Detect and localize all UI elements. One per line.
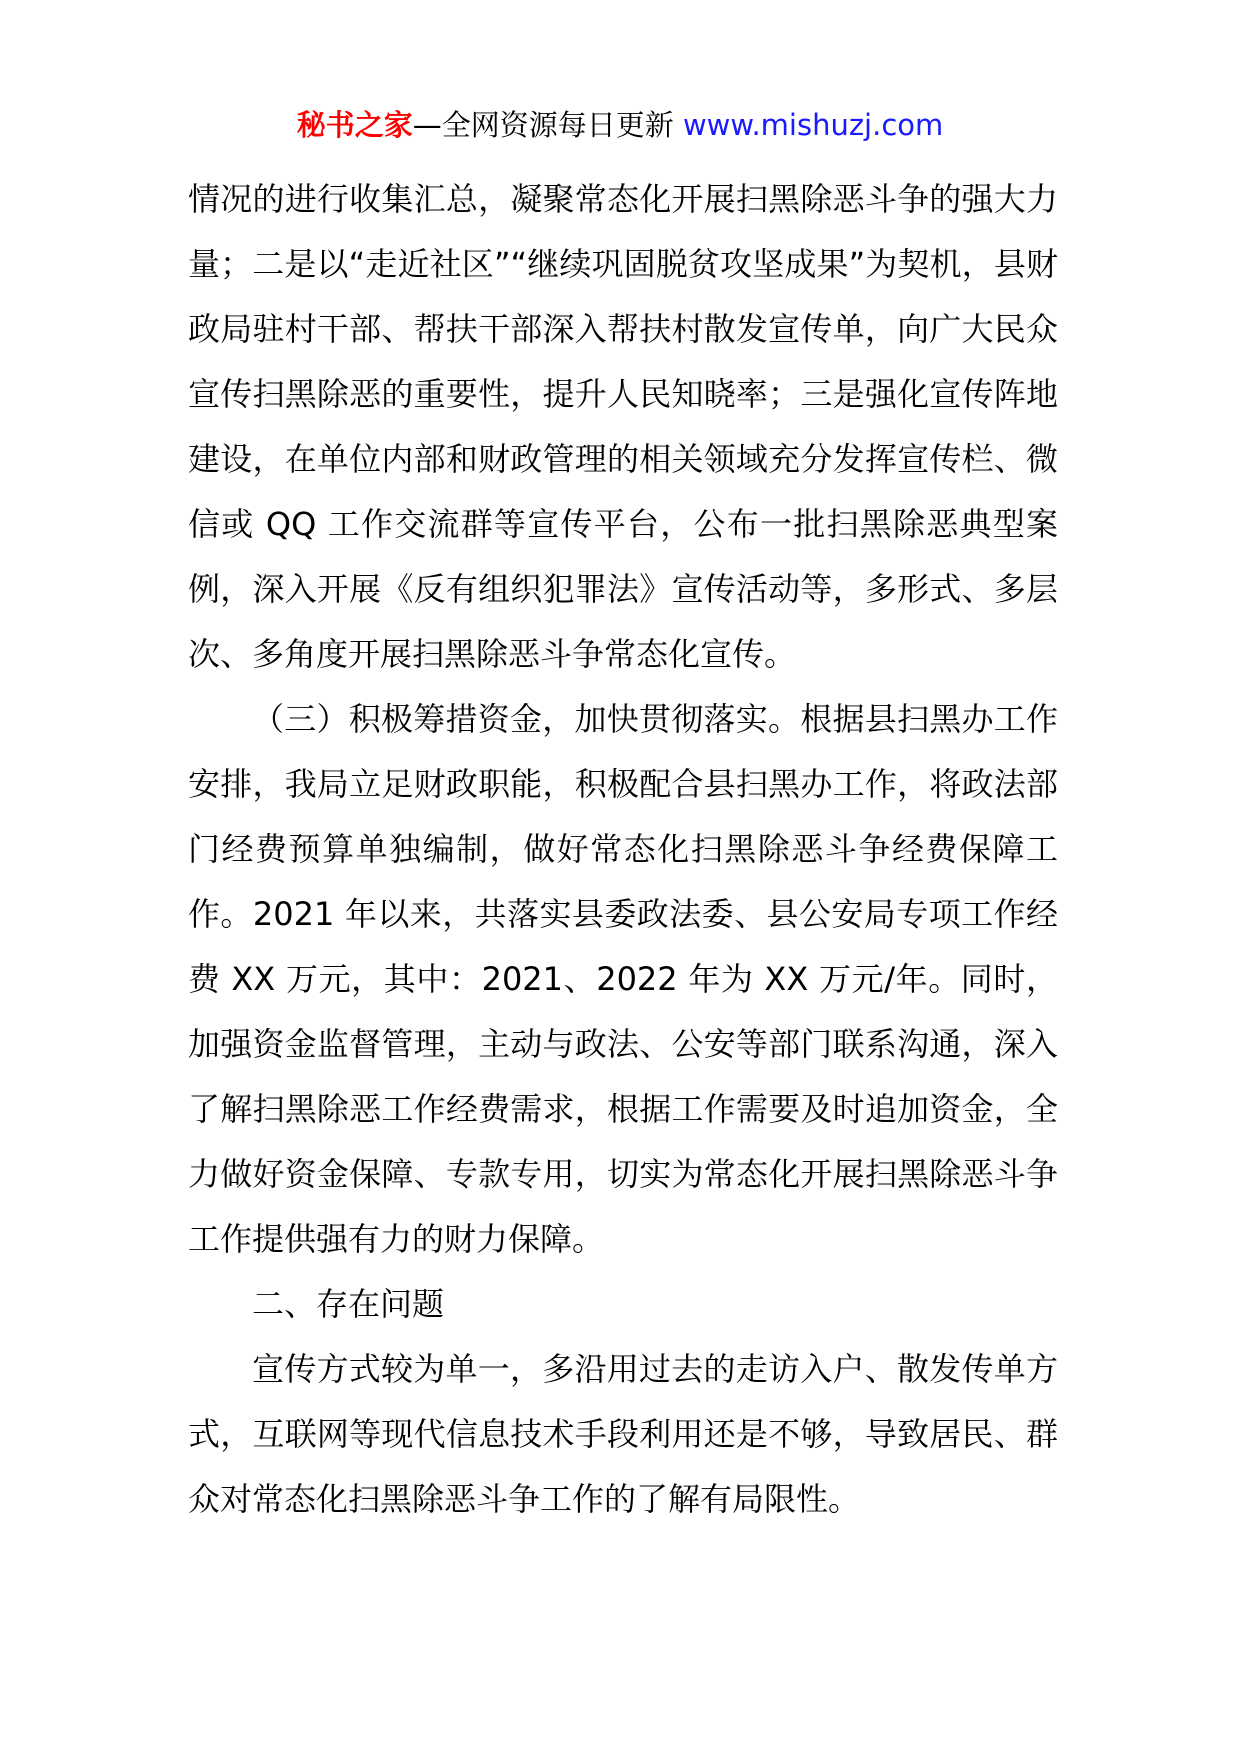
paragraph-problems: 宣传方式较为单一，多沿用过去的走访入户、散发传单方式，互联网等现代信息技术手段利用还是不够，导致居民、群众对常态化扫黑除恶斗争工作的了解有局限性。 — [188, 1350, 1058, 1518]
header-tagline: —全网资源每日更新 — [412, 108, 674, 142]
document-body — [188, 167, 1058, 1532]
website-link[interactable]: www.mishuzj.com — [682, 108, 944, 142]
brand-name: 秘书之家 — [296, 108, 413, 142]
paragraph-funding: （三）积极筹措资金，加快贯彻落实。根据县扫黑办工作安排，我局立足财政职能，积极配合县扫黑办工作，将政法部门经费预算单独编制，做好常态化扫黑除恶斗争经费保障工作。2021 年以来，共落实县委政法委、县公安局专项工作经费 XX 万元，其中：2021、2022 年为 XX 万元/年。同时，加强资金监督管理，主动与政法、公安等部门联系沟通，深入了解扫黑除恶工作经费需求，根据工作需要及时追加资金，全力做好资金保障、专款专用，切实为常态化开展扫黑除恶斗争工作提供强有力的财力保障。 — [188, 700, 1058, 1258]
paragraph-continued: 情况的进行收集汇总，凝聚常态化开展扫黑除恶斗争的强大力量；二是以“走近社区”“继续巩固脱贫攻坚成果”为契机，县财政局驻村干部、帮扶干部深入帮扶村散发宣传单，向广大民众宣传扫黑除恶的重要性，提升人民知晓率；三是强化宣传阵地建设，在单位内部和财政管理的相关领域充分发挥宣传栏、微信或 QQ 工作交流群等宣传平台，公布一批扫黑除恶典型案例，深入开展《反有组织犯罪法》宣传活动等，多形式、多层次、多角度开展扫黑除恶斗争常态化宣传。 — [188, 180, 1058, 673]
section-heading-problems: 二、存在问题 — [252, 1285, 445, 1323]
page-header — [0, 100, 1240, 150]
